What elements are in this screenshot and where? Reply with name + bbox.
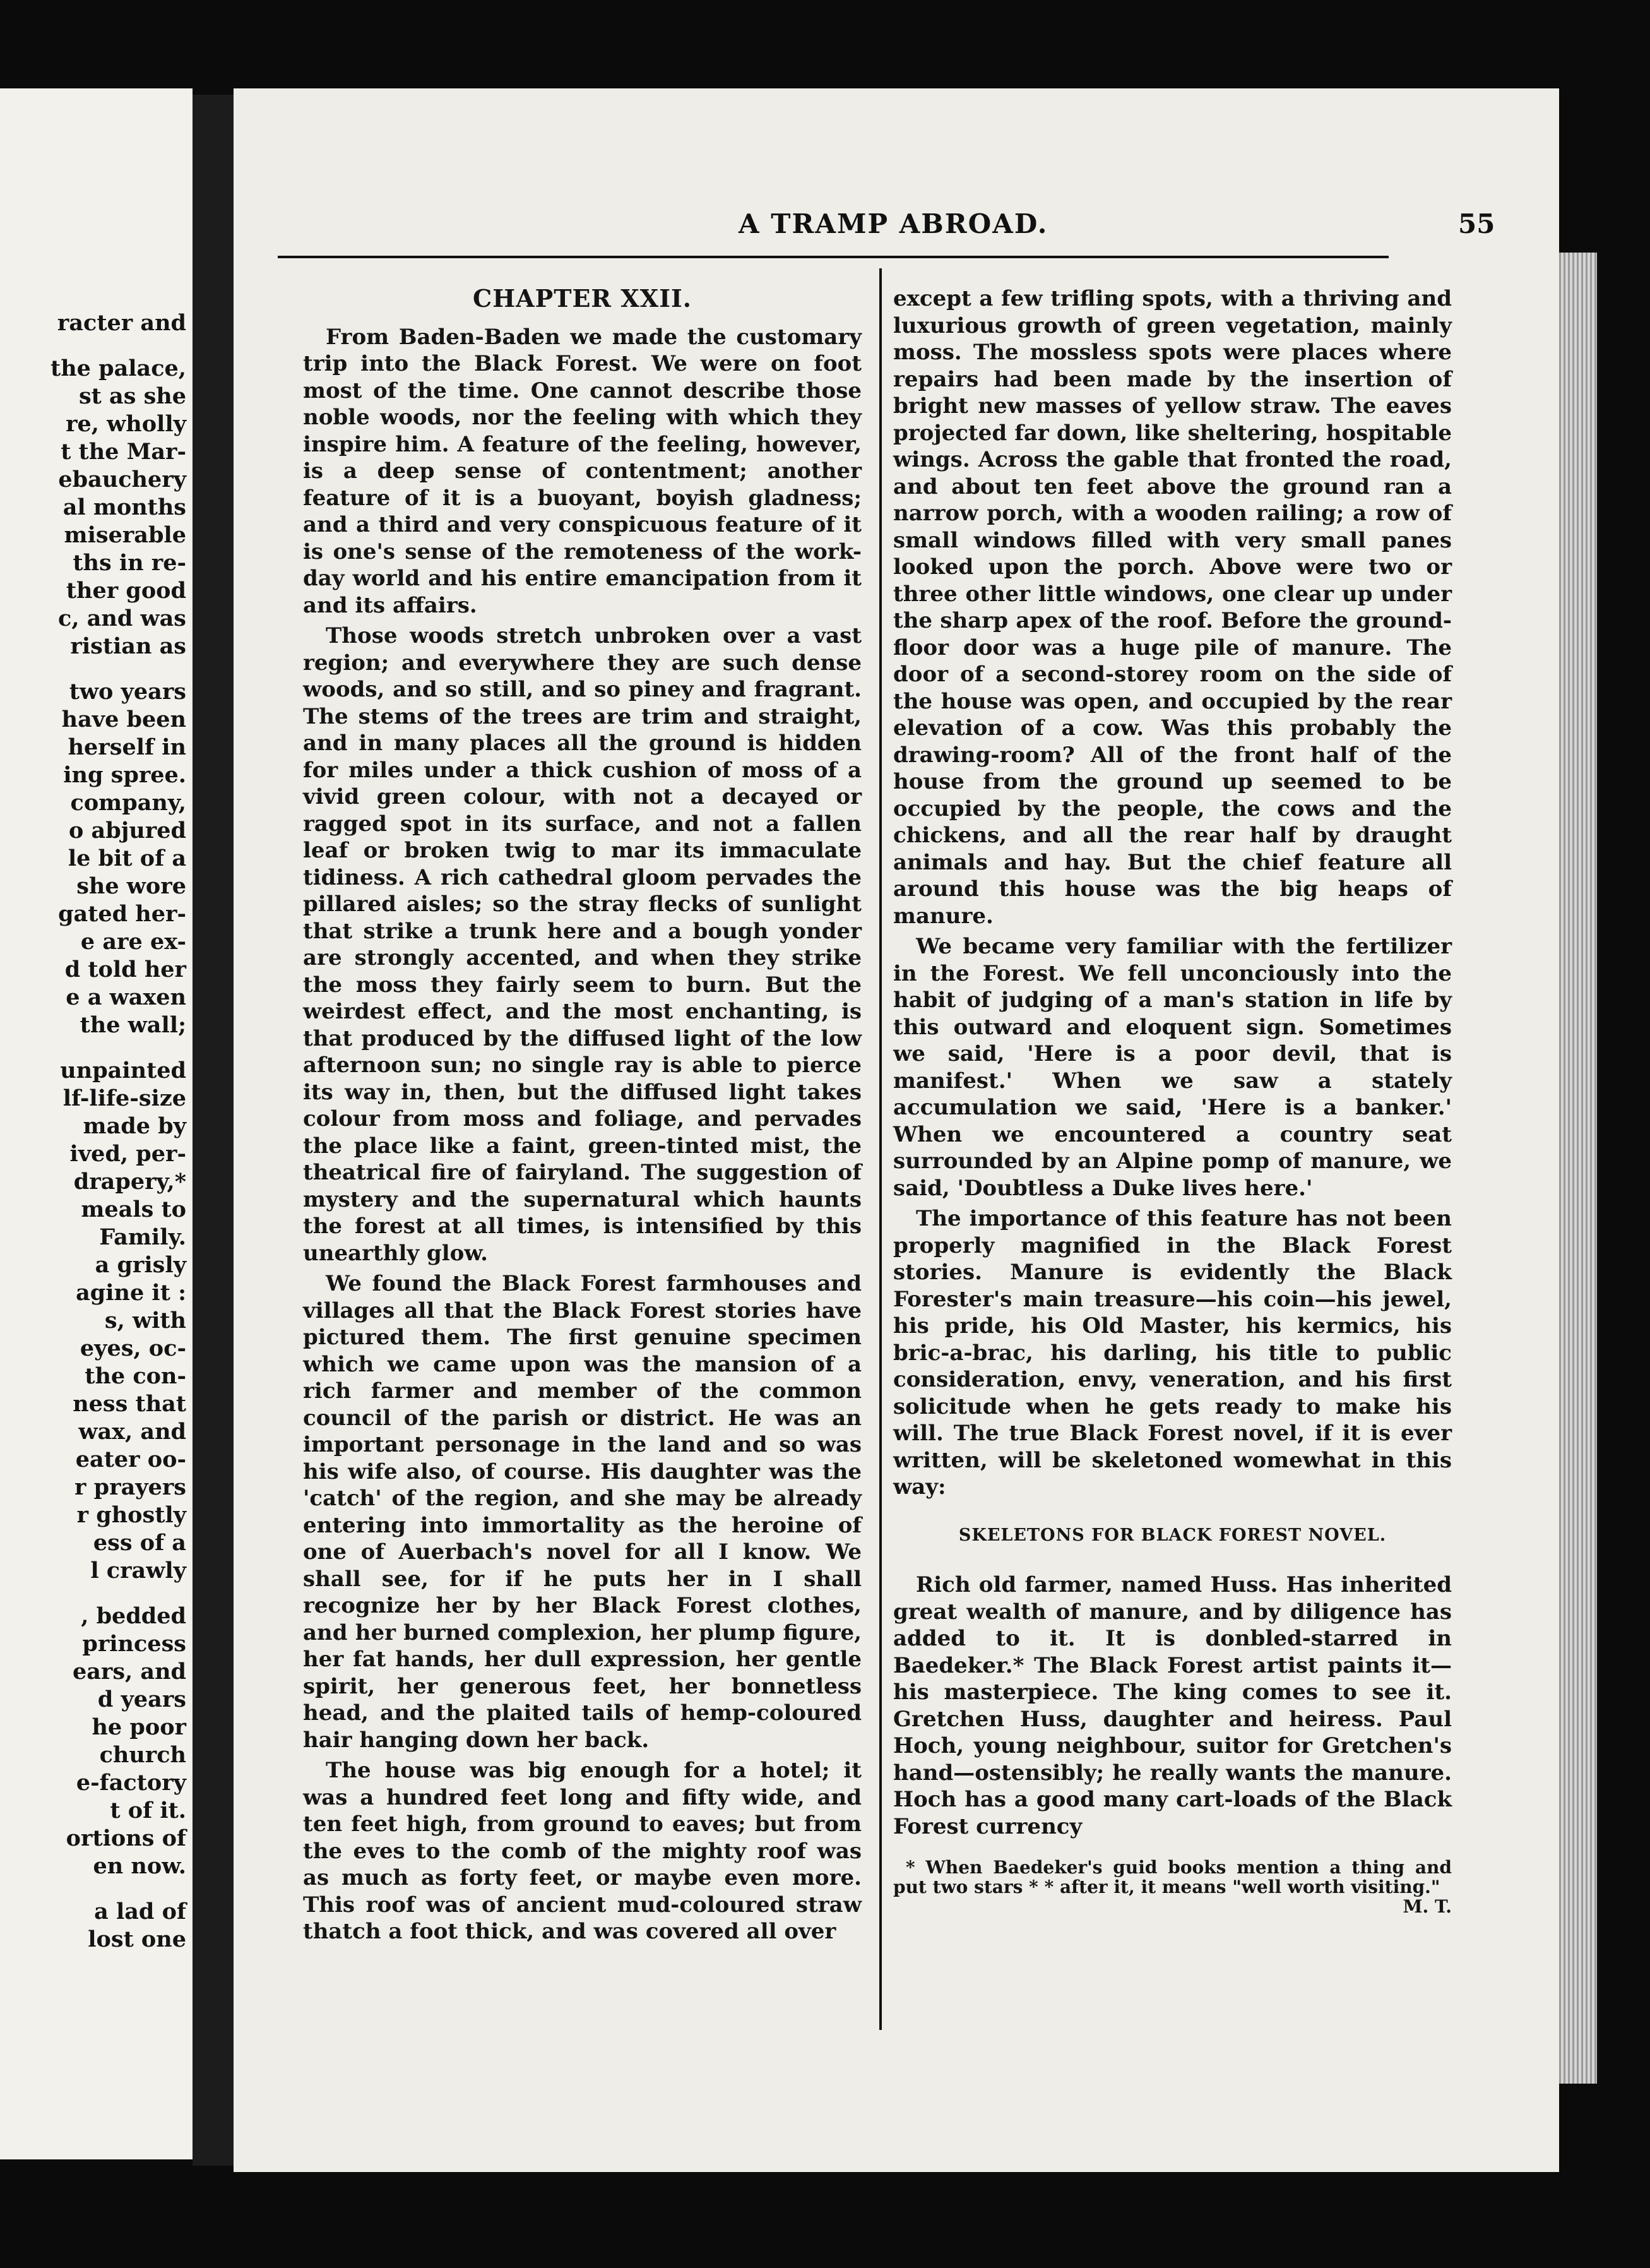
fragment-line: the wall; bbox=[80, 1012, 186, 1038]
fragment-gap bbox=[0, 1880, 186, 1898]
text-column-left bbox=[303, 285, 862, 1949]
paragraph: We found the Black Forest farmhouses and villages all that the Black Forest stories have pictured them. The first genuine specimen which we came upon was the mansion of a rich farmer and member of the common council of the parish or district. He was an important personage in the land and so was his wife also, of course. His daughter was the 'catch' of the region, and she may be already entering into immortality as the heroine of one of Auerbach's novel for all I know. We shall see, for if he puts her in I shall recognize her by her Black Forest clothes, and her burned complexion, her plump figure, her fat hands, her dull expression, her gentle spirit, her generous feet, her bonnetless head, and the plaited tails of hemp-coloured hair hanging down her back. bbox=[303, 1271, 862, 1753]
fragment-gap bbox=[0, 337, 186, 355]
running-title: A TRAMP ABROAD. bbox=[739, 208, 1048, 239]
fragment-line: ess of a bbox=[93, 1530, 186, 1556]
fragment-line: herself in bbox=[68, 734, 186, 760]
fragment-line: ebauchery bbox=[58, 467, 186, 492]
fragment-line: e are ex- bbox=[80, 929, 186, 955]
book-gutter bbox=[193, 95, 234, 2166]
page-number: 55 bbox=[1458, 208, 1495, 239]
fragment-line: en now. bbox=[93, 1853, 186, 1879]
fragment-line: st as she bbox=[78, 383, 186, 409]
fragment-line: o abjured bbox=[69, 818, 186, 844]
footnote-text: * When Baedeker's guid books mention a thing and put two stars * * after it, it means "well worth visiting." bbox=[893, 1857, 1452, 1897]
footnote bbox=[893, 1857, 1452, 1917]
running-header bbox=[271, 208, 1559, 253]
fragment-line: ived, per- bbox=[69, 1141, 186, 1167]
fragment-line: e a waxen bbox=[66, 984, 186, 1010]
fragment-line: r prayers bbox=[74, 1474, 186, 1500]
fragment-line: racter and bbox=[57, 310, 186, 336]
fragment-line: ears, and bbox=[72, 1659, 186, 1685]
fragment-line: lf-life-size bbox=[62, 1085, 186, 1111]
fragment-line: unpainted bbox=[60, 1058, 186, 1083]
fragment-line: company, bbox=[70, 790, 186, 816]
fragment-line: ortions of bbox=[66, 1825, 186, 1851]
previous-page-text bbox=[0, 309, 186, 1954]
fragment-line: ness that bbox=[73, 1391, 186, 1417]
fragment-line: princess bbox=[82, 1631, 186, 1657]
previous-page-fragment bbox=[0, 88, 193, 2159]
paragraph: Rich old farmer, named Huss. Has inherited great wealth of manure, and by diligence has added to it. It is donbled-starred in Baedeker.* The Black Forest artist paints it—his masterpiece. The king comes to see it. Gretchen Huss, daughter and heiress. Paul Hoch, young neighbour, suitor for Gretchen's hand—ostensibly; he really wants the manure. Hoch has a good many cart-loads of the Black Forest currency bbox=[893, 1572, 1452, 1839]
fragment-line: eyes, oc- bbox=[80, 1335, 186, 1361]
paragraph: The house was big enough for a hotel; it was a hundred feet long and fifty wide, and ten feet high, from ground to eaves; but from the eves to the comb of the mighty roof was as much as forty feet, or maybe even more. This roof was of ancient mud-coloured straw thatch a foot thick, and was covered all over bbox=[303, 1758, 862, 1944]
fragment-line: made by bbox=[83, 1113, 186, 1139]
fragment-line: Family. bbox=[99, 1224, 186, 1250]
fragment-line: l crawly bbox=[90, 1558, 186, 1584]
column-divider bbox=[879, 268, 882, 2030]
fragment-line: ristian as bbox=[70, 633, 186, 659]
fragment-line: two years bbox=[69, 679, 186, 705]
fragment-line: lost one bbox=[88, 1926, 186, 1952]
fragment-line: a grisly bbox=[95, 1252, 186, 1278]
fragment-line: t of it. bbox=[110, 1798, 186, 1823]
fragment-line: a lad of bbox=[94, 1899, 186, 1925]
fragment-line: gated her- bbox=[58, 901, 186, 927]
paragraph: The importance of this feature has not been properly magnified in the Black Forest stories. Manure is evidently the Black Forester's main treasure—his coin—his jewel, his pride, his Old Master, his kermics, his bric-a-brac, his darling, his title to public consideration, envy, veneration, and his first solicitude when he gets ready to make his will. The true Black Forest novel, if it is ever written, will be skeletoned womewhat in this way: bbox=[893, 1206, 1452, 1500]
book-page bbox=[234, 88, 1559, 2172]
paragraph: We became very familiar with the fertilizer in the Forest. We fell unconciously into the habit of judging of a man's station in life by this outward and eloquent sign. Sometimes we said, 'Here is a poor devil, that is manifest.' When we saw a stately accumulation we said, 'Here is a banker.' When we encountered a country seat surrounded by an Alpine pomp of manure, we said, 'Doubtless a Duke lives here.' bbox=[893, 934, 1452, 1201]
paragraph: except a few trifling spots, with a thriving and luxurious growth of green vegetation, mainly moss. The mossless spots were places where repairs had been made by the insertion of bright new masses of yellow straw. The eaves projected far down, like sheltering, hospitable wings. Across the gable that fronted the road, and about ten feet above the ground ran a narrow porch, with a wooden railing; a row of small windows filled with very small panes looked upon the porch. Above were two or three other little windows, one clear up under the sharp apex of the roof. Before the ground-floor door was a huge pile of manure. The door of a second-storey room on the side of the house was open, and occupied by the rear elevation of a cow. Was this probably the drawing-room? All of the front half of the house from the ground up seemed to be occupied by the people, the cows and the chickens, and all the rear half by draught animals and hay. But the chief feature all around this house was the big heaps of manure. bbox=[893, 286, 1452, 929]
fragment-gap bbox=[0, 660, 186, 678]
fragment-line: eater oo- bbox=[75, 1447, 186, 1472]
fragment-line: he poor bbox=[92, 1714, 186, 1740]
fragment-line: ths in re- bbox=[73, 550, 186, 576]
fragment-line: have been bbox=[61, 707, 186, 732]
fragment-line: d told her bbox=[64, 957, 186, 982]
fragment-line: d years bbox=[97, 1686, 186, 1712]
fragment-line: s, with bbox=[104, 1308, 186, 1334]
fragment-line: t the Mar- bbox=[61, 439, 186, 465]
fragment-line: the con- bbox=[85, 1363, 186, 1389]
chapter-heading: CHAPTER XXII. bbox=[472, 284, 692, 313]
fragment-gap bbox=[0, 1585, 186, 1603]
fragment-line: e-factory bbox=[76, 1770, 186, 1796]
fragment-line: c, and was bbox=[58, 606, 186, 631]
fragment-line: meals to bbox=[81, 1197, 186, 1222]
fragment-line: drapery,* bbox=[73, 1169, 186, 1195]
fragment-line: wax, and bbox=[78, 1419, 186, 1445]
paragraph: From Baden-Baden we made the customary trip into the Black Forest. We were on foot most of the time. One cannot describe those noble woods, nor the feeling with which they inspire him. A feature of the feeling, however, is a deep sense of contentment; another feature of it is a buoyant, boyish gladness; and a third and very conspicuous feature of it is one's sense of the remoteness of the work-day world and his entire emancipation from it and its affairs. bbox=[303, 324, 862, 618]
fragment-line: church bbox=[99, 1742, 186, 1768]
fragment-gap bbox=[0, 1039, 186, 1057]
fragment-line: ing spree. bbox=[63, 762, 186, 788]
page-edges bbox=[1559, 253, 1597, 2084]
section-heading: SKELETONS FOR BLACK FOREST NOVEL. bbox=[958, 1525, 1387, 1545]
fragment-line: ther good bbox=[66, 578, 186, 604]
text-column-right bbox=[893, 285, 1452, 1916]
fragment-line: re, wholly bbox=[66, 411, 186, 437]
fragment-line: agine it : bbox=[76, 1280, 186, 1306]
header-rule bbox=[278, 256, 1389, 258]
fragment-line: , bedded bbox=[81, 1603, 186, 1629]
fragment-line: the palace, bbox=[50, 355, 186, 381]
fragment-line: al months bbox=[62, 494, 186, 520]
fragment-line: r ghostly bbox=[76, 1502, 186, 1528]
fragment-line: she wore bbox=[76, 873, 186, 899]
footnote-signature: M. T. bbox=[1403, 1896, 1452, 1917]
fragment-line: le bit of a bbox=[68, 845, 186, 871]
paragraph: Those woods stretch unbroken over a vast region; and everywhere they are such dense woods, and so still, and so piney and fragrant. The stems of the trees are trim and straight, and in many places all the ground is hidden for miles under a thick cushion of moss of a vivid green colour, with not a decayed or ragged spot in its surface, and not a fallen leaf or broken twig to mar its immaculate tidiness. A rich cathedral gloom pervades the pillared aisles; so the stray flecks of sunlight that strike a trunk here and a bough yonder are strongly accented, and when they strike the moss they fairly seem to burn. But the weirdest effect, and the most enchanting, is that produced by the diffused light of the low afternoon sun; no single ray is able to pierce its way in, then, but the diffused light takes colour from moss and foliage, and pervades the place like a faint, green-tinted mist, the theatrical fire of fairyland. The suggestion of mystery and the supernatural which haunts the forest at all times, is intensified by this unearthly glow. bbox=[303, 623, 862, 1266]
fragment-line: miserable bbox=[64, 522, 186, 548]
